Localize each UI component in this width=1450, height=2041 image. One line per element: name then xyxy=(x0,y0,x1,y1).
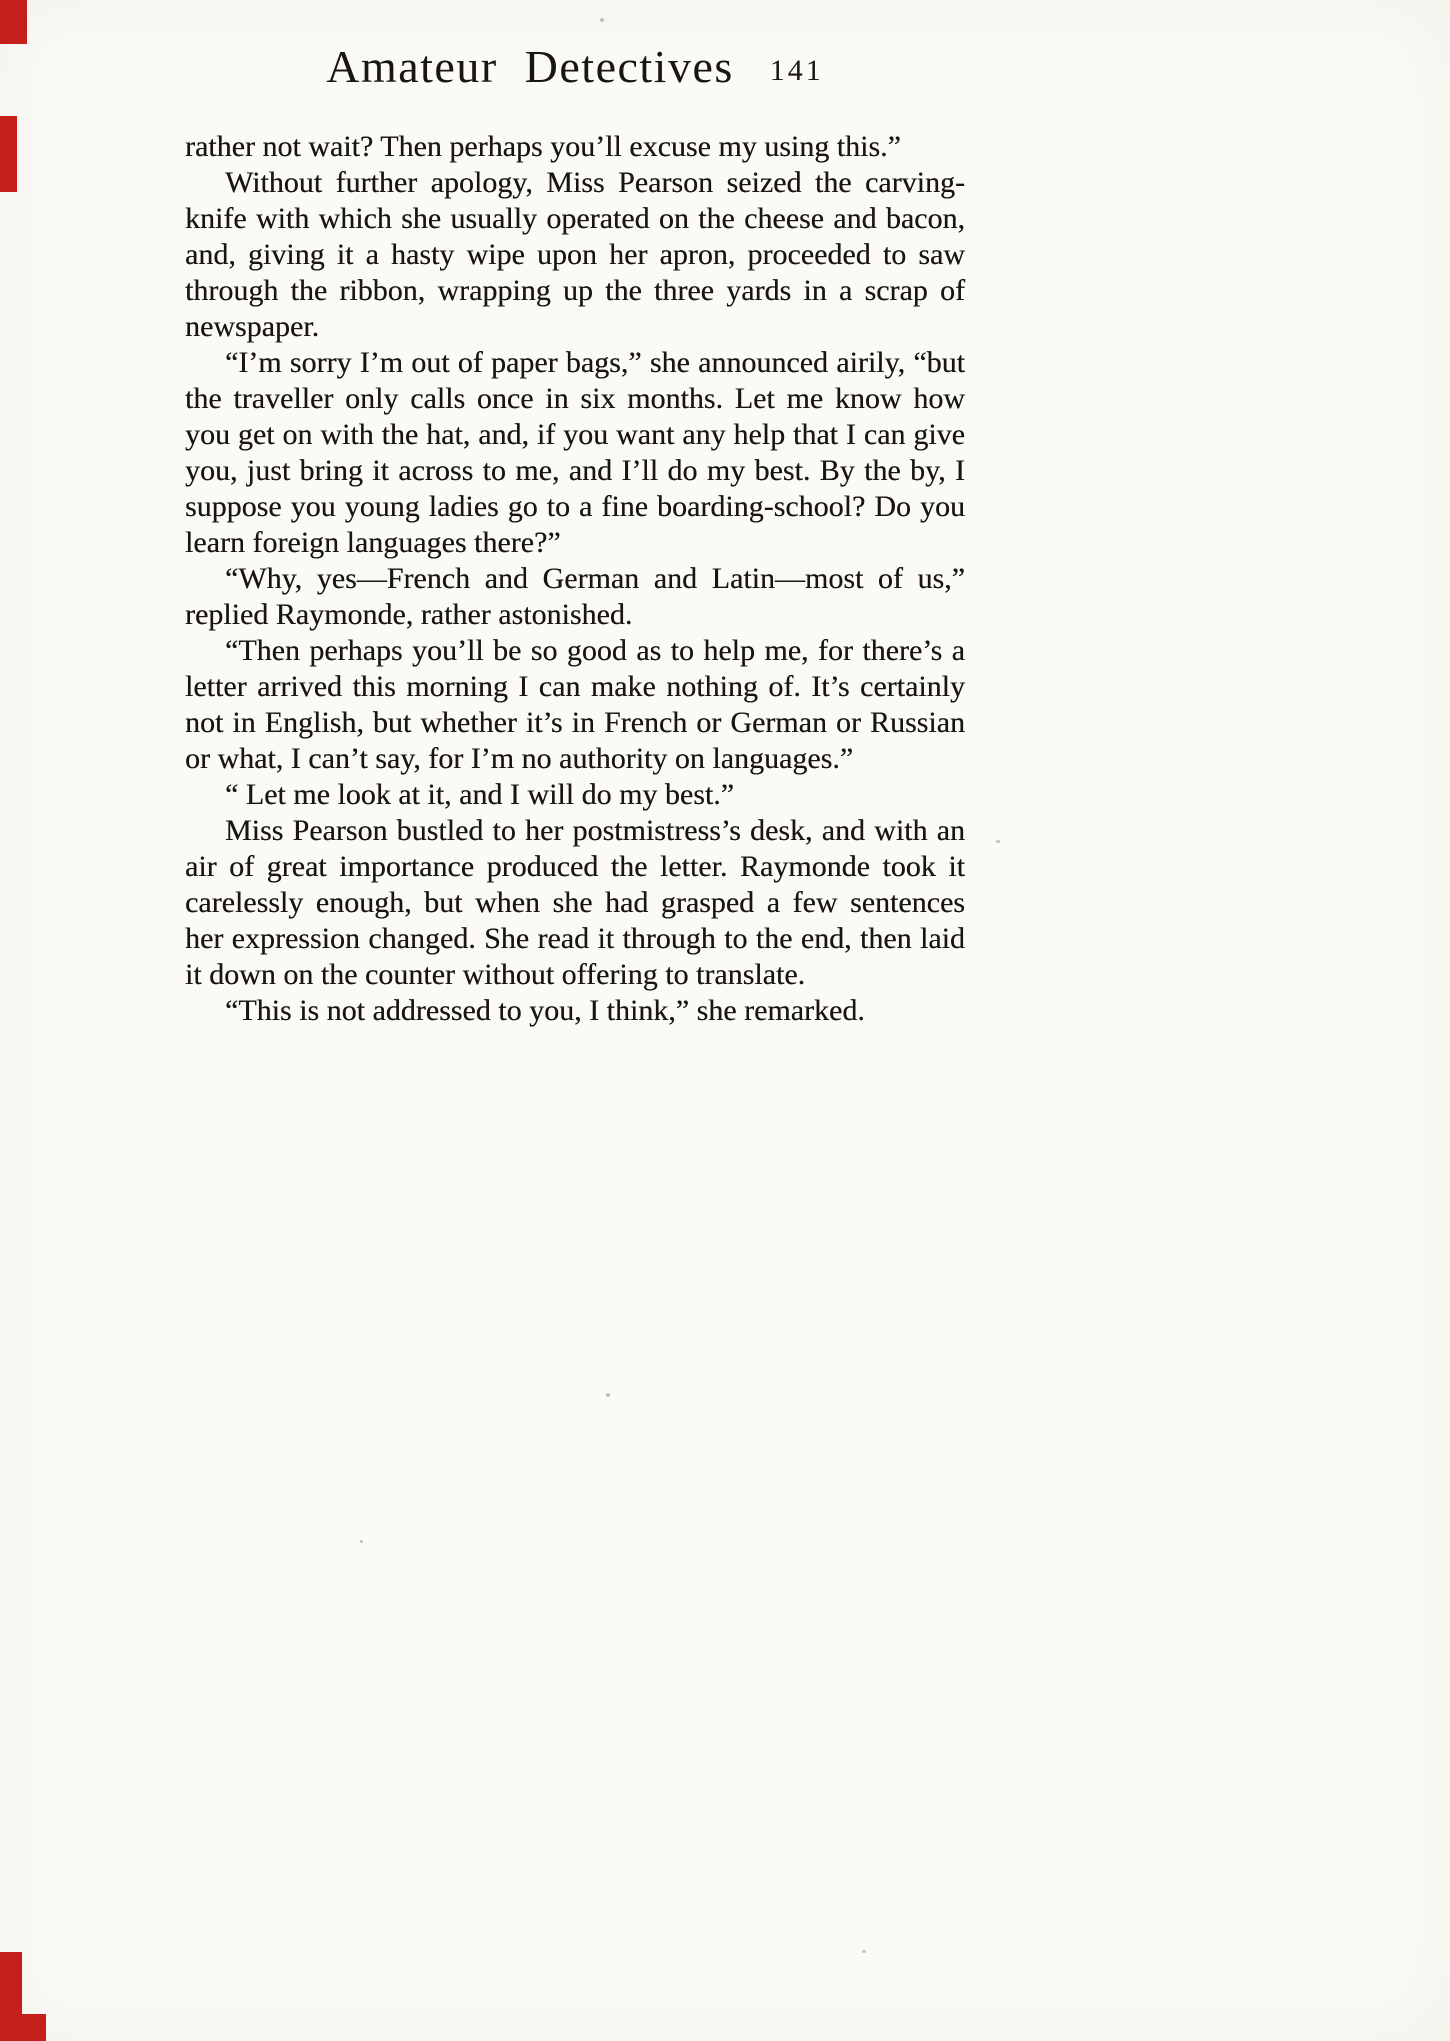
scan-speck xyxy=(600,18,604,22)
paragraph: “Why, yes—French and German and Latin—most of us,” replied Raymonde, rather astonished. xyxy=(185,562,965,631)
paragraph: “This is not addressed to you, I think,” she remarked. xyxy=(225,994,865,1027)
page-number: 141 xyxy=(769,54,824,87)
scan-artifact-left-edge xyxy=(0,116,17,192)
paragraph: Without further apology, Miss Pearson seized the carving-knife with which she usually operated on the cheese and bacon, and, giving it a hasty wipe upon her apron, proceeded to saw through the ribbon, wrapping up the three yards in a scrap of newspaper. xyxy=(185,166,965,343)
running-title: Amateur Detectives xyxy=(326,41,734,92)
scan-artifact-bottom-edge xyxy=(0,2014,46,2041)
scan-artifact-top-corner xyxy=(0,0,27,44)
paragraph: rather not wait? Then perhaps you’ll excuse my using this.” xyxy=(185,130,901,163)
page-text xyxy=(185,129,965,1029)
page-content xyxy=(185,40,965,1029)
scan-speck xyxy=(360,1540,363,1543)
paragraph: “I’m sorry I’m out of paper bags,” she announced airily, “but the traveller only calls once in six months. Let me know how you get on with the hat, and, if you want any help that I can give you, just bring it across to me, and I’ll do my best. By the by, I suppose you young ladies go to a fine boarding-school? Do you learn foreign languages there?” xyxy=(185,346,965,559)
scan-speck xyxy=(606,1393,610,1397)
paragraph: “Then perhaps you’ll be so good as to help me, for there’s a letter arrived this morning I can make nothing of. It’s certainly not in English, but whether it’s in French or German or Russian or what, I can’t say, for I’m no authority on languages.” xyxy=(185,634,965,775)
paragraph: “ Let me look at it, and I will do my best.” xyxy=(225,778,735,811)
page-header xyxy=(185,40,965,93)
scan-speck xyxy=(996,840,1000,843)
scan-speck xyxy=(862,1950,866,1953)
paragraph: Miss Pearson bustled to her postmistress’s desk, and with an air of great importance produced the letter. Raymonde took it carelessly enough, but when she had grasped a few sentences her expression changed. She read it through to the end, then laid it down on the counter without offering to translate. xyxy=(185,814,965,991)
